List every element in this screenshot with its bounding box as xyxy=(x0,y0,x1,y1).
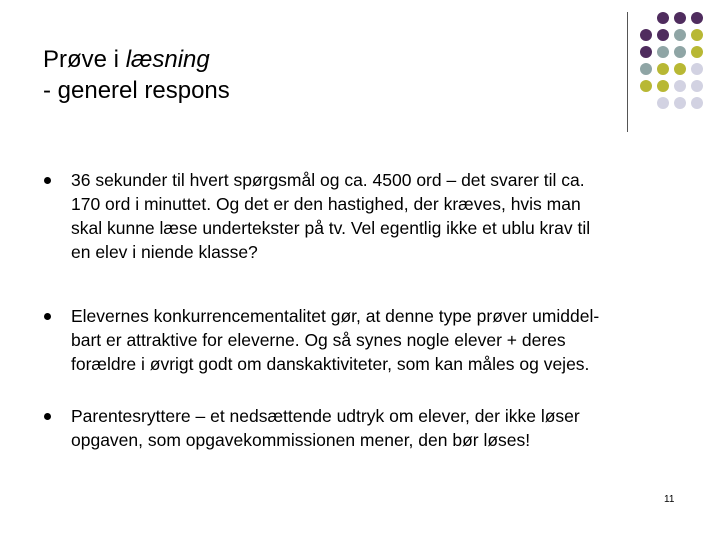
decorative-dot xyxy=(657,97,669,109)
decorative-dot xyxy=(674,12,686,24)
bullet-text-3: Parentesryttere – et nedsættende udtryk om elever, der ikke løser opgaven, som opgavekommissionen mener, den bør løses! xyxy=(71,406,580,450)
bullet-text-2: Elevernes konkurrencementalitet gør, at denne type prøver umiddel- bart er attraktive for eleverne. Og så synes nogle elever + deres forældre i øvrigt godt om danskaktiviteter, som kan måles og vejes. xyxy=(71,306,600,374)
decorative-dot xyxy=(657,63,669,75)
decorative-dot xyxy=(640,80,652,92)
title-line-2: - generel respons xyxy=(43,77,230,104)
bullet-marker xyxy=(44,413,51,420)
decorative-dot xyxy=(640,63,652,75)
decorative-dot xyxy=(674,29,686,41)
bullet-text-1: 36 sekunder til hvert spørgsmål og ca. 4500 ord – det svarer til ca. 170 ord i minuttet. Og det er den hastighed, der kræves, hvis man skal kunne læse undertekster på tv. Vel egentlig ikke et ublu krav til en elev i niende klasse? xyxy=(71,170,591,262)
decorative-dot xyxy=(674,63,686,75)
bullet-marker xyxy=(44,313,51,320)
decorative-dot xyxy=(691,97,703,109)
title-emphasis: læsning xyxy=(125,46,210,73)
decorative-dot xyxy=(674,97,686,109)
decorative-dot xyxy=(691,29,703,41)
decorative-dot xyxy=(640,46,652,58)
decorative-dot xyxy=(657,80,669,92)
bullet-marker xyxy=(44,177,51,184)
slide-title xyxy=(43,44,230,106)
decorative-dot xyxy=(657,29,669,41)
decorative-dot xyxy=(691,46,703,58)
title-line-1: Prøve i læsning xyxy=(43,46,210,73)
decorative-dot xyxy=(640,29,652,41)
decorative-divider xyxy=(627,12,628,132)
page-number: 11 xyxy=(664,494,675,505)
decorative-dot xyxy=(657,46,669,58)
decorative-dot xyxy=(691,80,703,92)
decorative-dot-grid xyxy=(640,12,716,118)
decorative-dot xyxy=(691,12,703,24)
decorative-dot xyxy=(674,46,686,58)
decorative-dot xyxy=(657,12,669,24)
decorative-dot xyxy=(674,80,686,92)
decorative-dot xyxy=(691,63,703,75)
